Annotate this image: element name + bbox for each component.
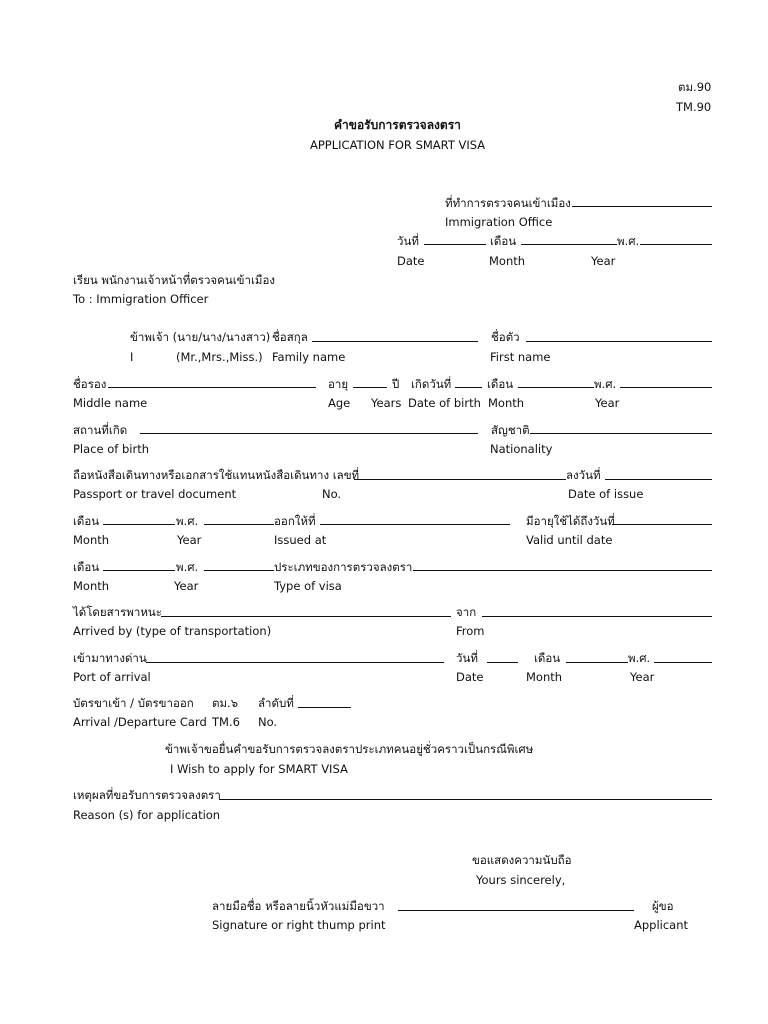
applicant-title-en: (Mr.,Mrs.,Miss.) — [176, 350, 263, 364]
arrival-year-field[interactable] — [654, 662, 712, 663]
visa-type-label-en: Type of visa — [274, 579, 342, 593]
birth-month-label-en: Month — [488, 396, 525, 410]
wish-statement-en: I Wish to apply for SMART VISA — [170, 762, 348, 776]
card-label-en: Arrival /Departure Card — [73, 715, 207, 729]
passport-no-label-en: No. — [322, 487, 342, 501]
reason-label-en: Reason (s) for application — [73, 808, 221, 822]
age-field[interactable] — [353, 387, 387, 388]
arrival-year-label-thai: พ.ศ. — [628, 651, 651, 665]
valid-until-field[interactable] — [612, 524, 712, 525]
transport-label-thai: ได้โดยสารพาหนะ — [73, 605, 162, 619]
visa-year-label-thai: พ.ศ. — [176, 560, 199, 574]
age-label-thai: อายุ — [328, 377, 349, 391]
signature-label-en: Signature or right thump print — [212, 918, 386, 932]
signature-field[interactable] — [398, 910, 634, 911]
wish-statement-thai: ข้าพเจ้าขอยื่นคำขอรับการตรวจลงตราประเภทคนอยู่ชั่วคราวเป็นกรณีพิเศษ — [165, 742, 534, 756]
from-label-en: From — [456, 624, 485, 638]
birth-year-field[interactable] — [620, 387, 712, 388]
port-label-en: Port of arrival — [73, 670, 151, 684]
form-code-en: TM.90 — [676, 100, 712, 114]
passport-label-thai: ถือหนังสือเดินทางหรือเอกสารใช้แทนหนังสือเดินทาง เลขที่ — [73, 468, 360, 482]
card-no-label-en: No. — [258, 715, 278, 729]
first-name-label-thai: ชื่อตัว — [491, 330, 520, 344]
arrival-month-label-en: Month — [526, 670, 563, 684]
arrival-month-field[interactable] — [566, 662, 628, 663]
card-tm-label-thai: ตม.๖ — [212, 696, 239, 710]
birth-year-label-en: Year — [595, 396, 620, 410]
form-title-thai: คำขอรับการตรวจลงตรา — [334, 118, 461, 132]
closing-en: Yours sincerely, — [476, 873, 566, 887]
transport-label-en: Arrived by (type of transportation) — [73, 624, 272, 638]
arrival-year-label-en: Year — [630, 670, 655, 684]
issued-at-field[interactable] — [320, 524, 510, 525]
middle-name-label-en: Middle name — [73, 396, 148, 410]
from-label-thai: จาก — [456, 605, 477, 619]
reason-label-thai: เหตุผลที่ขอรับการตรวจลงตรา — [73, 788, 221, 802]
visa-year-field[interactable] — [204, 570, 274, 571]
signature-label-thai: ลายมือชื่อ หรือลายนิ้วหัวแม่มือขวา — [212, 899, 385, 913]
office-label-thai: ที่ทำการตรวจคนเข้าเมือง — [445, 196, 571, 210]
card-no-label-thai: ลำดับที่ — [258, 696, 294, 710]
date-month-field[interactable] — [521, 244, 617, 245]
nationality-label-thai: สัญชาติ — [491, 423, 530, 437]
years-label-thai: ปี — [392, 377, 400, 391]
visa-month-label-en: Month — [73, 579, 110, 593]
date-day-label-thai: วันที่ — [397, 234, 419, 248]
family-name-label-en: Family name — [272, 350, 346, 364]
passport-number-field[interactable] — [354, 479, 566, 480]
arrival-day-label-thai: วันที่ — [456, 651, 478, 665]
birth-month-field[interactable] — [518, 387, 594, 388]
passport-date-label-thai: ลงวันที่ — [566, 468, 601, 482]
applicant-i-thai: ข้าพเจ้า (นาย/นาง/นางสาว) — [130, 330, 271, 344]
middle-name-label-thai: ชื่อรอง — [73, 377, 107, 391]
nationality-label-en: Nationality — [490, 442, 553, 456]
date-year-label-en: Year — [591, 254, 616, 268]
issue-month-label-thai: เดือน — [73, 514, 100, 528]
issue-year-field[interactable] — [204, 524, 274, 525]
date-year-field[interactable] — [640, 244, 712, 245]
form-title-en: APPLICATION FOR SMART VISA — [310, 138, 486, 152]
family-name-label-thai: ชื่อสกุล — [272, 330, 308, 344]
date-month-label-thai: เดือน — [490, 234, 517, 248]
visa-type-field[interactable] — [413, 570, 712, 571]
place-of-birth-field[interactable] — [140, 433, 478, 434]
to-thai: เรียน พนักงานเจ้าหน้าที่ตรวจคนเข้าเมือง — [73, 273, 275, 287]
birth-day-field[interactable] — [455, 387, 482, 388]
birth-year-label-thai: พ.ศ. — [594, 377, 617, 391]
port-label-thai: เข้ามาทางด่าน — [73, 651, 147, 665]
first-name-label-en: First name — [490, 350, 551, 364]
dob-label-en: Date of birth — [408, 396, 481, 410]
issue-month-label-en: Month — [73, 533, 110, 547]
port-field[interactable] — [146, 662, 444, 663]
passport-date-label-en: Date of issue — [568, 487, 644, 501]
transport-field[interactable] — [161, 616, 451, 617]
date-day-label-en: Date — [397, 254, 425, 268]
office-label-en: Immigration Office — [445, 215, 553, 229]
closing-thai: ขอแสดงความนับถือ — [472, 853, 572, 867]
issue-month-field[interactable] — [103, 524, 175, 525]
issue-year-label-en: Year — [177, 533, 202, 547]
date-year-label-thai: พ.ศ. — [617, 234, 640, 248]
middle-name-field[interactable] — [108, 387, 316, 388]
passport-label-en: Passport or travel document — [73, 487, 237, 501]
passport-issue-date-field[interactable] — [605, 479, 712, 480]
nationality-field[interactable] — [530, 433, 712, 434]
birth-month-label-thai: เดือน — [487, 377, 514, 391]
years-label-en: Years — [371, 396, 402, 410]
valid-until-label-en: Valid until date — [526, 533, 613, 547]
reason-field[interactable] — [219, 799, 712, 800]
visa-year-label-en: Year — [174, 579, 199, 593]
date-month-label-en: Month — [489, 254, 526, 268]
valid-until-label-thai: มีอายุใช้ได้ถึงวันที่ — [526, 514, 615, 528]
issued-at-label-en: Issued at — [274, 533, 327, 547]
from-field[interactable] — [482, 616, 712, 617]
birth-date-label-thai: เกิดวันที่ — [411, 377, 452, 391]
first-name-field[interactable] — [526, 341, 712, 342]
office-field[interactable] — [572, 206, 712, 207]
visa-month-field[interactable] — [103, 570, 175, 571]
visa-type-label-thai: ประเภทของการตรวจลงตรา — [274, 560, 413, 574]
place-of-birth-label-thai: สถานที่เกิด — [73, 423, 128, 437]
issued-at-label-thai: ออกให้ที่ — [274, 514, 316, 528]
card-tm-label-en: TM.6 — [212, 715, 240, 729]
to-en: To : Immigration Officer — [73, 292, 209, 306]
place-of-birth-label-en: Place of birth — [73, 442, 149, 456]
issue-year-label-thai: พ.ศ. — [176, 514, 199, 528]
arrival-day-field[interactable] — [487, 662, 518, 663]
age-label-en: Age — [328, 396, 351, 410]
arrival-day-label-en: Date — [456, 670, 484, 684]
arrival-month-label-thai: เดือน — [534, 651, 561, 665]
card-label-thai: บัตรขาเข้า / บัตรขาออก — [73, 696, 194, 710]
applicant-label-en: Applicant — [634, 918, 689, 932]
visa-month-label-thai: เดือน — [73, 560, 100, 574]
date-day-field[interactable] — [424, 244, 486, 245]
applicant-label-thai: ผู้ขอ — [652, 899, 674, 913]
form-code-thai: ตม.90 — [678, 80, 712, 94]
applicant-i-en: I — [130, 350, 134, 364]
card-number-field[interactable] — [298, 707, 351, 708]
family-name-field[interactable] — [312, 341, 478, 342]
